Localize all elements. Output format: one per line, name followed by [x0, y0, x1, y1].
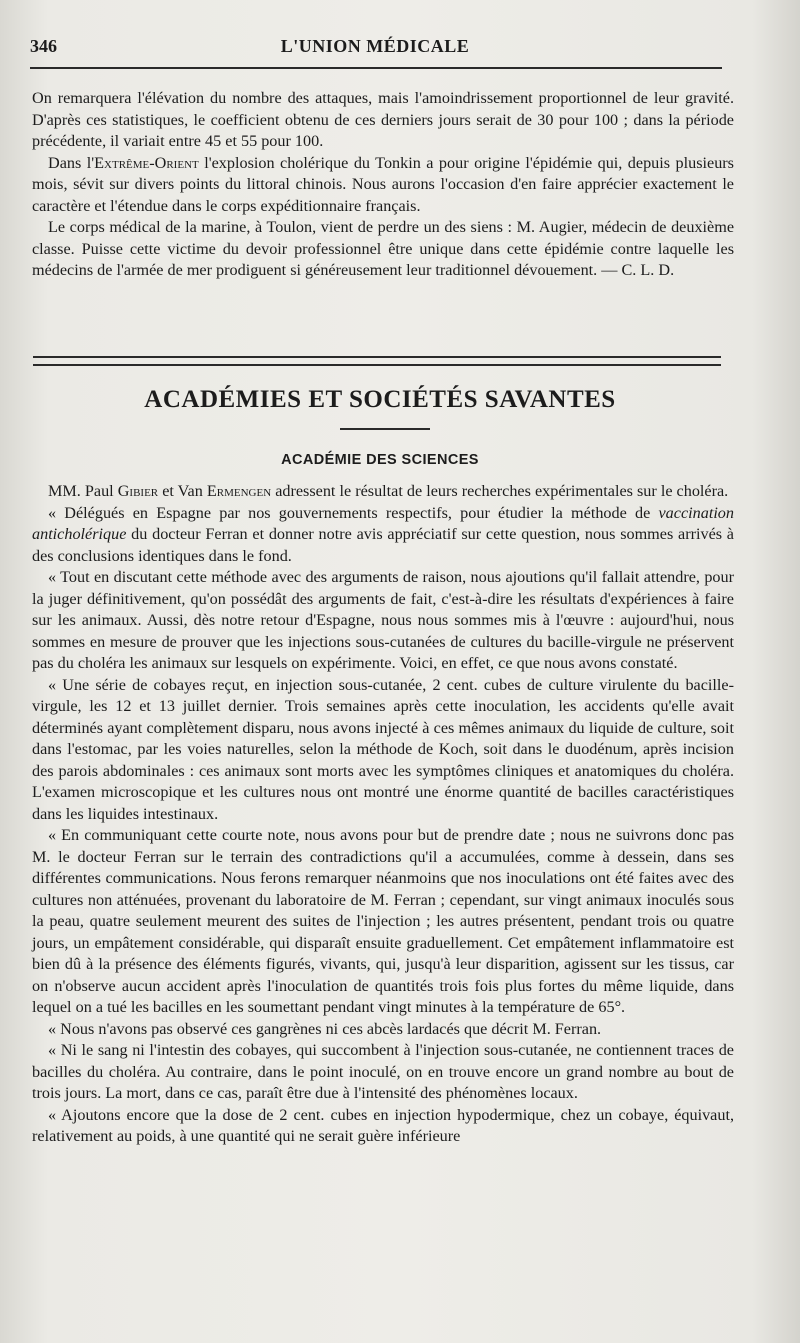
- extreme-orient-smallcaps: Extrême-Orient: [94, 153, 199, 172]
- text-span: « Délégués en Espagne par nos gouvernements respectifs, pour étudier la méthode de: [48, 503, 659, 522]
- italic-phrase: vaccination anticholérique: [32, 503, 734, 543]
- body-paragraph-3: « Tout en discutant cette méthode avec des arguments de raison, nous ajoutions qu'il fallait attendre, pour la juger définitivement, qu'on possédât des arguments de fait, c'est-à-dire les résultats d'expériences à faire sur les animaux. Aussi, dès notre retour d'Espagne, nous nous sommes mis à l'œuvre : aujourd'hui, nous sommes en mesure de prouver que les injections sous-cutanées de cultures du bacille-virgule ne préservent pas du choléra les animaux sur lesquels on expérimente. Voici, en effet, ce que nous avons constaté.: [32, 568, 734, 672]
- author-name-gibier: Gibier: [117, 482, 159, 500]
- text-span: du docteur Ferran et donner notre avis appréciatif sur cette question, nous sommes arrivés à des conclusions identiques dans le fond.: [32, 525, 734, 565]
- section-double-rule: [33, 356, 721, 366]
- title-short-rule: [340, 428, 430, 430]
- page-header: [30, 36, 720, 62]
- intro-text: [32, 88, 734, 282]
- body-paragraph-8: « Ajoutons encore que la dose de 2 cent. cubes en injection hypodermique, chez un cobaye, équivaut, relativement au poids, à une quantité qui ne serait guère inférieure: [32, 1105, 734, 1145]
- body-paragraph-6: « Nous n'avons pas observé ces gangrènes ni ces abcès lardacés que décrit M. Ferran.: [48, 1019, 602, 1038]
- section-title: ACADÉMIES ET SOCIÉTÉS SAVANTES: [144, 386, 616, 413]
- running-title: L'UNION MÉDICALE: [280, 36, 470, 56]
- body-paragraph-4: « Une série de cobayes reçut, en injection sous-cutanée, 2 cent. cubes de culture virulente du bacille-virgule, les 12 et 13 juillet dernier. Trois semaines après cette inoculation, les accidents qu'elle avait déterminés ayant complètement disparu, nous avons injecté à ces mêmes animaux du liquide de culture, soit dans l'estomac, par les voies naturelles, selon la méthode de Koch, soit dans le duodénum, après incision des parois abdominales : ces animaux sont morts avec les symptômes cliniques et anatomiques du choléra. L'examen microscopique et les cultures nous ont montré une énorme quantité de bacilles caractéristiques dans les liquides intestinaux.: [32, 675, 734, 823]
- author-name-ermengen: Ermengen: [206, 482, 272, 500]
- body-paragraph-2: [32, 503, 734, 568]
- intro-paragraph-2: [32, 153, 734, 218]
- body-paragraph-5: « En communiquant cette courte note, nous avons pour but de prendre date ; nous ne suivrons donc pas M. le docteur Ferran sur le terrain des contradictions qu'il a accumulées, comme à dessein, dans ses différentes communications. Nous ferons remarquer néanmoins que nos inoculations ont été faites avec des cultures non atténuées, provenant du laboratoire de M. Ferran ; cependant, sur vingt animaux inoculés sous la peau, quatre seulement meurent des suites de l'injection ; les autres présentent, pendant trois ou quatre jours, un empâtement considérable, qui disparaît ensuite graduellement. Cet empâtement inflammatoire est bien dû à la présence des éléments figurés, vivants, qui, jusqu'à leur disparition, agissent sur les tissus, car on n'observe aucun accident après l'inoculation de quantités trois fois plus fortes du même liquide, dans lequel on a tué les bacilles en les soumettant pendant vingt minutes à la température de 65°.: [32, 826, 734, 1016]
- text-span: adressent le résultat de leurs recherches expérimentales sur le choléra.: [271, 482, 729, 500]
- text-span: et Van: [158, 482, 207, 500]
- body-paragraph-7: « Ni le sang ni l'intestin des cobayes, qui succombent à l'injection sous-cutanée, ne contiennent traces de bacilles du choléra. Au contraire, dans le point inoculé, on en trouve encore un grand nombre au bout de trois jours. La mort, dans ce cas, paraît être due à l'intensité des phénomènes locaux.: [32, 1041, 734, 1102]
- text-span: Dans l': [48, 153, 95, 172]
- intro-paragraph-3: Le corps médical de la marine, à Toulon, vient de perdre un des siens : M. Augier, médecin de deuxième classe. Puisse cette victime du devoir professionnel être unique dans cette épidémie contre laquelle les médecins de l'armée de mer prodiguent si généreusement leur traditionnel dévouement. — C. L. D.: [32, 218, 734, 279]
- subsection-title: ACADÉMIE DES SCIENCES: [281, 452, 479, 468]
- header-rule: [30, 67, 722, 69]
- page-number: 346: [30, 36, 57, 56]
- intro-paragraph-1: On remarquera l'élévation du nombre des attaques, mais l'amoindrissement proportionnel de leur gravité. D'après ces statistiques, le coefficient obtenu de ces derniers jours serait de 30 pour 100 ; dans la période précédente, il variait entre 45 et 55 pour 100.: [32, 89, 734, 150]
- article-body: [32, 481, 734, 1148]
- text-span: l'explosion cholérique du Tonkin a pour origine l'épidémie qui, depuis plusieurs mois, sévit sur divers points du littoral chinois. Nous aurons l'occasion d'en faire apprécier exactement le caractère et l'étendue dans le corps expéditionnaire français.: [32, 153, 734, 215]
- text-span: MM. Paul: [48, 482, 118, 500]
- body-paragraph-1: [32, 481, 734, 503]
